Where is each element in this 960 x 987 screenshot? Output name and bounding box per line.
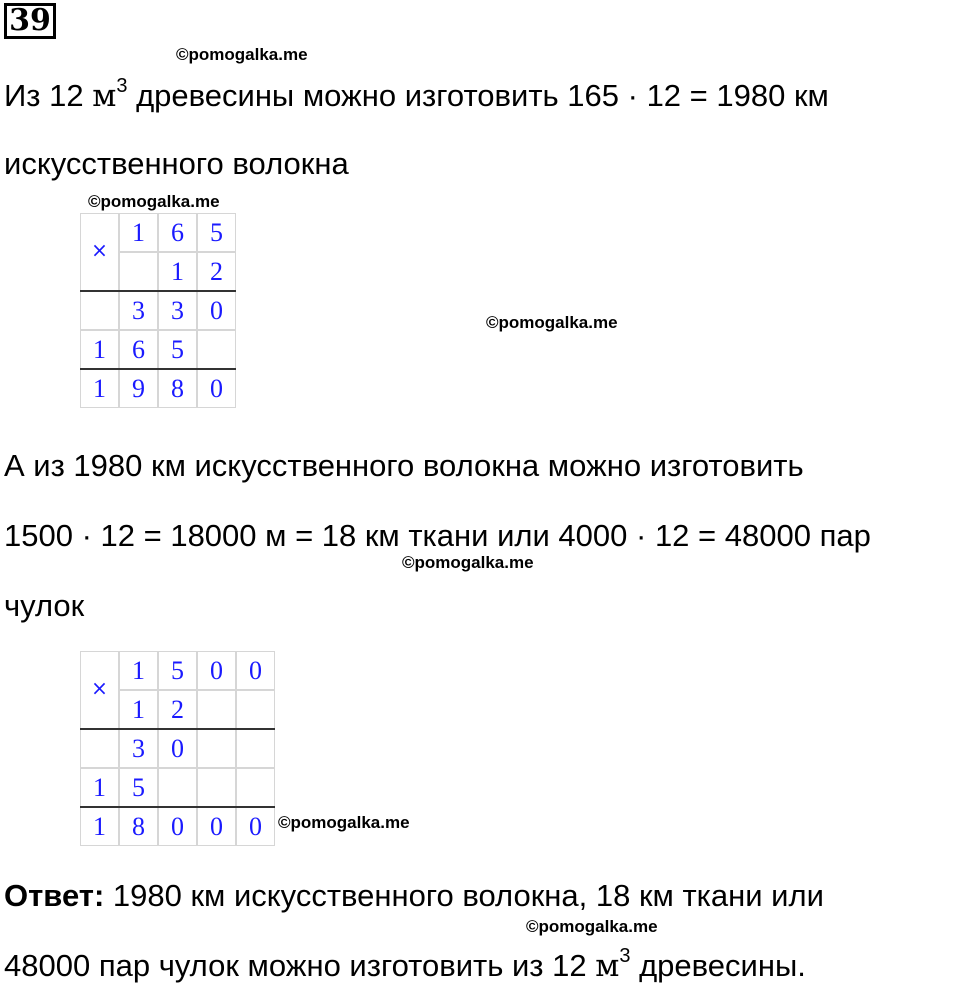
digit-cell: 5 [158, 330, 197, 369]
solution-line-2: искусственного волокна [4, 146, 349, 181]
digit-cell: 6 [119, 330, 158, 369]
answer-exponent: 3 [619, 945, 631, 967]
answer-line-1 [4, 878, 824, 914]
digit-cell: 0 [236, 651, 275, 690]
digit-cell: 0 [197, 807, 236, 846]
line1-suffix: древесины можно изготовить 165 · 12 = 1980 км [127, 78, 829, 113]
digit-cell: 1 [158, 252, 197, 291]
answer-label: Ответ: [4, 878, 105, 913]
multiply-sign: × [91, 238, 108, 262]
answer-line-2 [4, 945, 806, 984]
empty-cell [236, 768, 275, 807]
digit-cell: 2 [158, 690, 197, 729]
digit-cell: 0 [197, 651, 236, 690]
digit-cell: 0 [197, 369, 236, 408]
answer-text-2-suffix: древесины. [630, 948, 806, 983]
empty-cell [119, 252, 158, 291]
separator-line [80, 806, 275, 808]
watermark: ©pomogalka.me [526, 917, 658, 936]
digit-cell: 8 [119, 807, 158, 846]
watermark: ©pomogalka.me [278, 813, 410, 832]
digit-cell: 1 [80, 768, 119, 807]
empty-cell [80, 729, 119, 768]
digit-cell: 0 [158, 807, 197, 846]
answer-text-2-prefix: 48000 пар чулок можно изготовить из 12 [4, 948, 596, 983]
solution-line-3: А из 1980 км искусственного волокна можно изготовить [4, 448, 804, 483]
line1-unit: м [92, 78, 117, 114]
watermark: ©pomogalka.me [402, 553, 534, 572]
digit-cell: 1 [80, 369, 119, 408]
watermark: ©pomogalka.me [486, 313, 618, 332]
watermark: ©pomogalka.me [88, 192, 220, 211]
solution-line-5: чулок [4, 588, 85, 623]
separator-line [80, 368, 236, 370]
digit-cell: 1 [119, 213, 158, 252]
empty-cell [158, 768, 197, 807]
empty-cell [80, 291, 119, 330]
line1-exponent: 3 [116, 75, 128, 97]
digit-cell: 6 [158, 213, 197, 252]
digit-cell: 1 [119, 690, 158, 729]
answer-unit: м [595, 948, 620, 984]
watermark: ©pomogalka.me [176, 45, 308, 64]
digit-cell: 9 [119, 369, 158, 408]
empty-cell [197, 330, 236, 369]
digit-cell: 3 [119, 291, 158, 330]
separator-line [80, 290, 236, 292]
digit-cell: 3 [119, 729, 158, 768]
solution-line-1 [4, 75, 829, 114]
digit-cell: 1 [80, 807, 119, 846]
solution-line-4: 1500 · 12 = 18000 м = 18 км ткани или 4000 · 12 = 48000 пар [4, 518, 871, 553]
empty-cell [236, 729, 275, 768]
line1-prefix: Из 12 [4, 78, 93, 113]
answer-text-1: 1980 км искусственного волокна, 18 км ткани или [104, 878, 824, 913]
digit-cell: 1 [119, 651, 158, 690]
digit-cell: 0 [197, 291, 236, 330]
digit-cell: 5 [119, 768, 158, 807]
digit-cell: 0 [158, 729, 197, 768]
digit-cell: 1 [80, 330, 119, 369]
digit-cell: 0 [236, 807, 275, 846]
digit-cell: 3 [158, 291, 197, 330]
digit-cell: 5 [197, 213, 236, 252]
empty-cell [197, 729, 236, 768]
empty-cell [197, 690, 236, 729]
digit-cell: 2 [197, 252, 236, 291]
digit-cell: 8 [158, 369, 197, 408]
empty-cell [197, 768, 236, 807]
digit-cell: 5 [158, 651, 197, 690]
empty-cell [236, 690, 275, 729]
multiply-sign: × [91, 676, 108, 700]
task-number: 39 [4, 3, 56, 39]
separator-line [80, 728, 275, 730]
